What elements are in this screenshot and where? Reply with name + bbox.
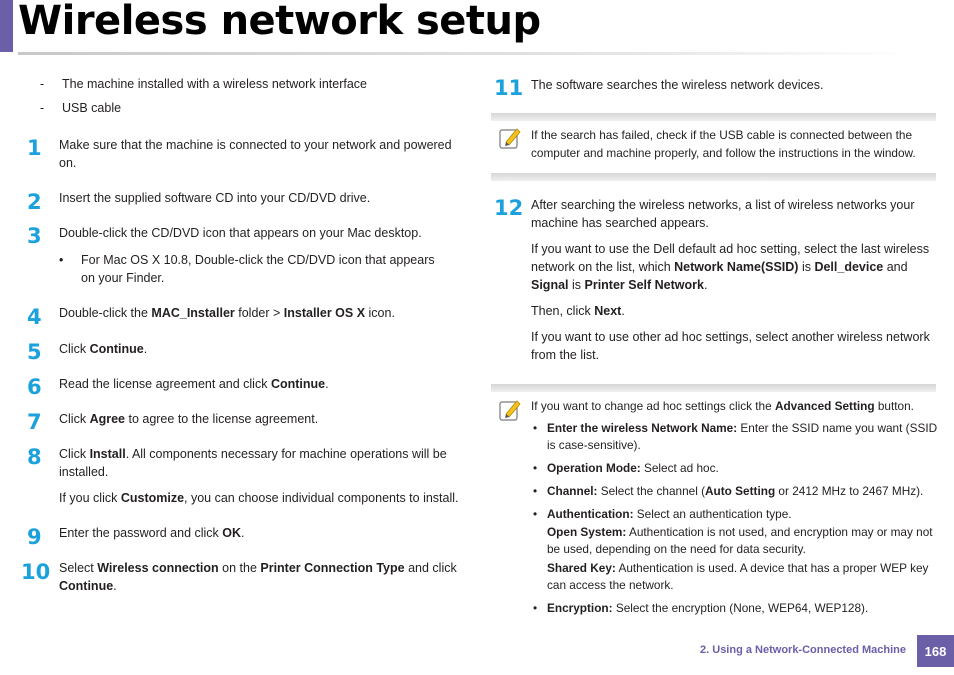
dash: - <box>40 77 45 91</box>
step-text: Click Install. All components necessary for machine operations will be installed. If you click Customize, you can choose individual components to install. <box>59 447 459 505</box>
note-bullet: • Enter the wireless Network Name: Enter the SSID name you want (SSID is case-sensitive). <box>531 420 941 454</box>
intro-item-text: USB cable <box>62 101 122 115</box>
intro-item-text: The machine installed with a wireless network interface <box>62 77 367 91</box>
note-text: If you want to change ad hoc settings click the Advanced Setting button. • Enter the wireless Network Name: Enter the SSID name you want (SSID is case-sensitive). • Operation Mode: Select ad hoc. • Channel: Select the channel (Auto Setting or 2412 MHz to 2467 MHz). • Authentication: Select an authentication type. Open System: Authentication is not used, and encryption may or may not be used, depending on the need for data security. Shared Key: Authentication is used. A device that has a proper WEP key can access the network. • Encryption: Select the encryption (None, WEP64, WEP128). <box>531 397 941 623</box>
note-bullet: • Encryption: Select the encryption (None, WEP64, WEP128). <box>531 600 941 617</box>
note-bullet: • Operation Mode: Select ad hoc. <box>531 460 941 477</box>
note-bullet: • Channel: Select the channel (Auto Setting or 2412 MHz to 2467 MHz). <box>531 483 941 500</box>
note-top-band <box>491 384 936 392</box>
step-text: Insert the supplied software CD into your CD/DVD drive. <box>59 191 371 205</box>
pencil-note-icon <box>497 397 523 423</box>
step-number: 1 <box>27 136 42 160</box>
step-number: 5 <box>27 340 42 364</box>
step-number: 12 <box>494 196 524 220</box>
step-text: Enter the password and click OK. <box>59 526 245 540</box>
note-text: If the search has failed, check if the USB cable is connected between the computer and machine properly, and follow the instructions in the window. <box>531 128 916 160</box>
step-number: 7 <box>27 410 42 434</box>
step-text: Select Wireless connection on the Printer Connection Type and click Continue. <box>59 561 457 593</box>
step-text: Click Agree to agree to the license agreement. <box>59 412 319 426</box>
note-bottom-band <box>491 173 936 181</box>
pencil-note-icon <box>497 125 523 151</box>
dash: - <box>40 101 45 115</box>
step-number: 9 <box>27 525 42 549</box>
step-number: 6 <box>27 375 42 399</box>
note-box <box>491 113 936 181</box>
step-number: 10 <box>21 560 51 584</box>
note-box-advanced <box>491 384 936 614</box>
step-number: 3 <box>27 224 42 248</box>
step-bullet: • For Mac OS X 10.8, Double-click the CD/DVD icon that appears on your Finder. <box>59 251 451 287</box>
step-number: 4 <box>27 305 42 329</box>
page-title: Wireless network setup <box>18 0 541 44</box>
step-number: 11 <box>494 76 524 100</box>
step-number: 2 <box>27 190 42 214</box>
step-text: Double-click the CD/DVD icon that appears on your Mac desktop. <box>59 226 422 240</box>
title-divider <box>18 52 913 55</box>
footer-section-label: 2. Using a Network-Connected Machine <box>700 644 906 656</box>
note-top-band <box>491 113 936 121</box>
step-text: Double-click the MAC_Installer folder > Installer OS X icon. <box>59 306 395 320</box>
step-text: The software searches the wireless network devices. <box>531 78 824 92</box>
note-bullet: • Authentication: Select an authentication type. Open System: Authentication is not used, and encryption may or may not be used, depending on the need for data security. Shared Key: Authentication is used. A device that has a proper WEP key can access the network. <box>531 506 941 594</box>
step-text: After searching the wireless networks, a list of wireless networks your machine has searched appears. If you want to use the Dell default ad hoc setting, select the last wireless network on the list, which Network Name(SSID) is Dell_device and Signal is Printer Self Network. Then, click Next. If you want to use other ad hoc settings, select another wireless network from the list. <box>531 198 930 362</box>
step-text: Read the license agreement and click Continue. <box>59 377 329 391</box>
step-text: Click Continue. <box>59 342 148 356</box>
page-number: 168 <box>917 635 954 667</box>
sidebar-accent-bar <box>0 0 13 52</box>
step-text: Make sure that the machine is connected to your network and powered on. <box>59 138 452 170</box>
step-number: 8 <box>27 445 42 469</box>
